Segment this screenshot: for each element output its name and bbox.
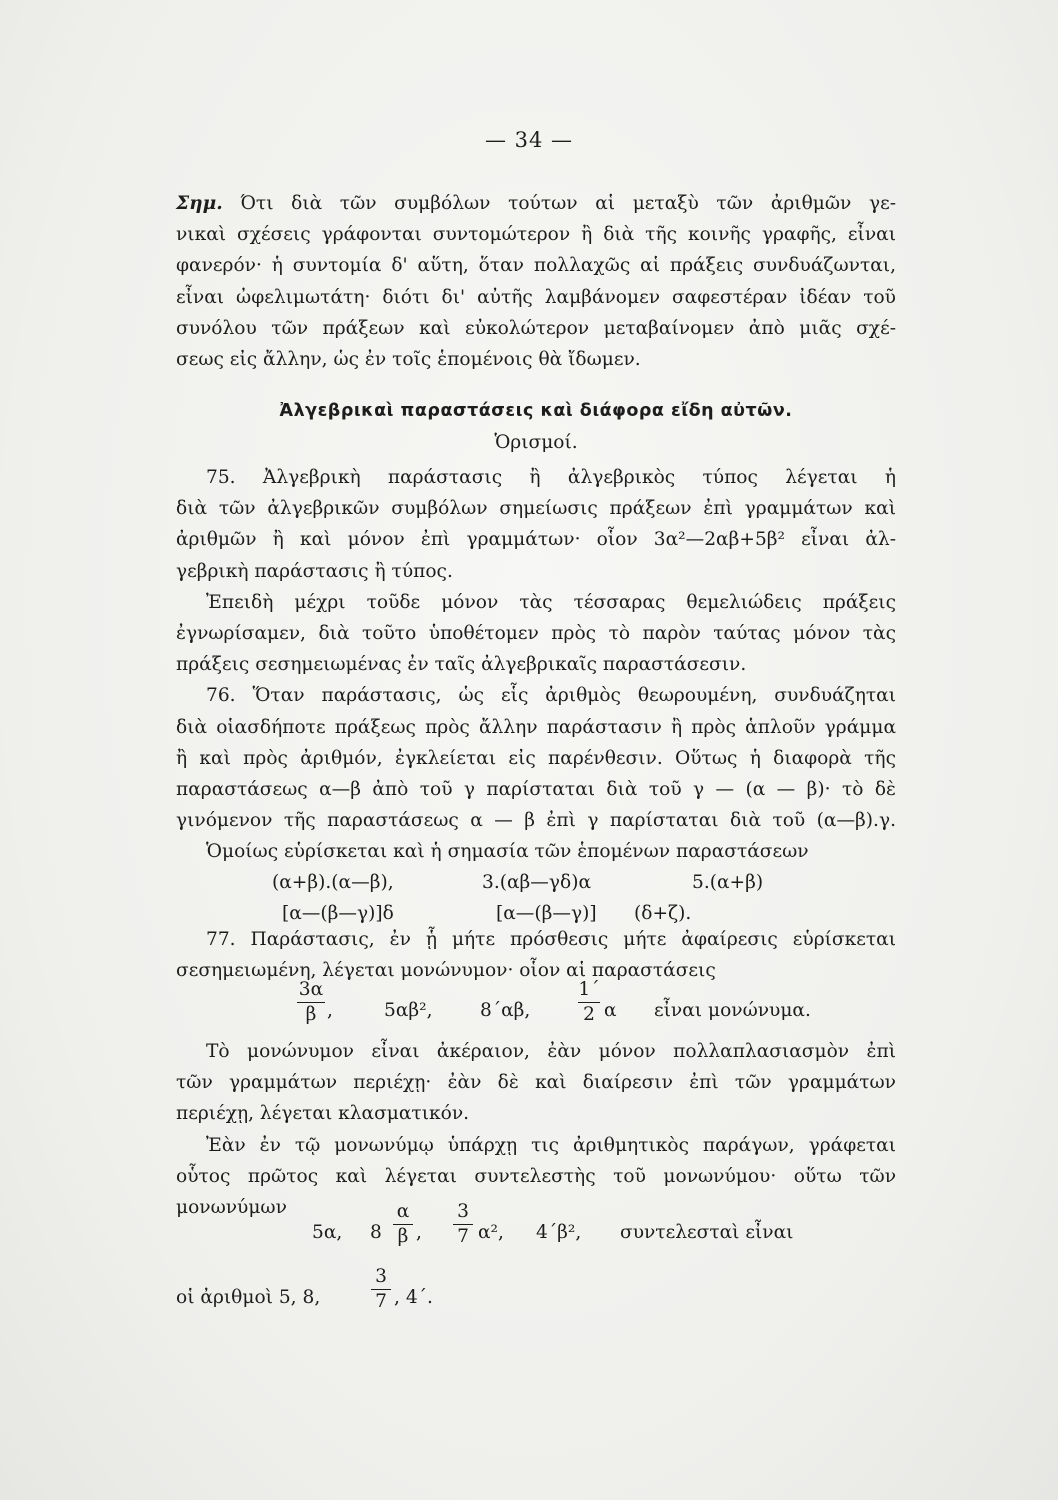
- integer-part: 8: [370, 1222, 382, 1243]
- example-expression: (δ+ζ).: [634, 903, 692, 924]
- intro-line: φανερόν· ἡ συντομία δ' αὕτη, ὅταν πολλαχῶς αἱ πράξεις συνδυάζωνται,: [176, 255, 896, 277]
- fraction: 1΄ 2: [578, 979, 600, 1025]
- example-expression: 3.(αβ—γδ)α: [482, 872, 592, 893]
- paragraph-line: διὰ οἱασδήποτε πράξεως πρὸς ἄλλην παράστασιν ἢ πρὸς ἁπλοῦν γράμμα: [176, 716, 896, 738]
- paragraph-line: 77. Παράστασις, ἐν ᾗ μήτε πρόσθεσις μήτε ἀφαίρεσις εὑρίσκεται: [206, 929, 896, 950]
- paragraph-line: μονωνύμων: [176, 1196, 287, 1218]
- paragraph-line: σεσημειωμένη, λέγεται μονώνυμον· οἷον αἱ παραστάσεις: [176, 960, 716, 982]
- variable: α: [604, 1000, 617, 1021]
- paragraph-line: Ἐπειδὴ μέχρι τοῦδε μόνον τὰς τέσσαρας θεμελιώδεις πράξεις: [206, 591, 896, 613]
- example-expression: (α+β).(α—β),: [272, 872, 394, 893]
- punctuation: ,: [416, 1222, 422, 1243]
- intro-line: σεως εἰς ἄλλην, ὡς ἐν τοῖς ἑπομένοις θὰ ἴδωμεν.: [176, 348, 641, 370]
- paragraph-mononymon: [176, 1036, 896, 1223]
- page-number: — 34 —: [484, 128, 574, 152]
- paragraph-line: τῶν γραμμάτων περιέχῃ· ἐὰν δὲ καὶ διαίρεσιν ἐπὶ τῶν γραμμάτων: [176, 1072, 896, 1094]
- paragraph-line: 76. Ὅταν παράστασις, ὡς εἷς ἀριθμὸς θεωρουμένη, συνδυάζηται: [206, 685, 896, 707]
- paragraph-line: ἐγνωρίσαμεν, διὰ τοῦτο ὑποθέτομεν πρὸς τὸ παρὸν ταύτας μόνον τὰς: [176, 622, 896, 644]
- paragraph-line: Ὁμοίως εὑρίσκεται καὶ ἡ σημασία τῶν ἑπομένων παραστάσεων: [206, 841, 809, 863]
- intro-note: [176, 188, 896, 375]
- intro-line: Σημ. Ότι διὰ τῶν συμβόλων τούτων αἱ μεταξὺ τῶν ἀριθμῶν γε-: [176, 193, 896, 214]
- intro-line: εἶναι ὠφελιμωτάτη· διότι δι' αὐτῆς λαμβάνομεν σαφεστέραν ἰδέαν τοῦ: [176, 286, 896, 308]
- note-label: Σημ.: [176, 193, 223, 214]
- paragraph-line: Τὸ μονώνυμον εἶναι ἀκέραιον, ἐὰν μόνον πολλαπλασιασμὸν ἐπὶ: [206, 1041, 896, 1062]
- paragraph-line: Ἐὰν ἐν τῷ μονωνύμῳ ὑπάρχῃ τις ἀριθμητικὸς παράγων, γράφεται: [206, 1134, 896, 1156]
- intro-line: συνόλου τῶν πράξεων καὶ εὐκολώτερον μεταβαίνομεν ἀπὸ μιᾶς σχέ-: [176, 317, 896, 339]
- fraction: α β: [392, 1200, 414, 1249]
- section-heading: Ἀλγεβρικαὶ παραστάσεις καὶ διάφορα εἴδη αὐτῶν.: [279, 401, 793, 421]
- example-expression: [α—(β—γ)]: [496, 903, 597, 924]
- fraction: 3 7: [370, 1265, 392, 1314]
- paragraph-line: οὗτος πρῶτος καὶ λέγεται συντελεστὴς τοῦ μονωνύμου· οὕτω τῶν: [176, 1165, 896, 1187]
- example-expression: [α—(β—γ)]δ: [282, 903, 394, 924]
- section-77: [176, 924, 896, 986]
- paragraph-line: γεβρικὴ παράστασις ἢ τύπος.: [176, 560, 453, 582]
- fraction: 3α β: [298, 979, 324, 1025]
- fraction: 3 7: [452, 1200, 474, 1249]
- paragraph-line: πράξεις σεσημειωμένας ἐν ταῖς ἀλγεβρικαῖς παραστάσεσιν.: [176, 654, 747, 676]
- paragraph-line: περιέχῃ, λέγεται κλασματικόν.: [176, 1103, 470, 1125]
- monomial: 5αβ²,: [384, 1000, 433, 1021]
- paragraph-line: ἢ καὶ πρὸς ἀριθμόν, ἐγκλείεται εἰς παρένθεσιν. Οὕτως ἡ διαφορὰ τῆς: [176, 747, 896, 769]
- coeff-result-tail: , 4΄.: [394, 1287, 433, 1308]
- section-heading-block: [176, 396, 896, 458]
- paragraph-line: γινόμενον τῆς παραστάσεως α — β ἐπὶ γ παρίσταται διὰ τοῦ (α—β).γ.: [176, 810, 896, 832]
- monomial: α²,: [478, 1222, 504, 1243]
- paragraph-line: διὰ τῶν ἀλγεβρικῶν συμβόλων σημείωσις πράξεων ἐπὶ γραμμάτων καὶ: [176, 498, 896, 520]
- example-expression: 5.(α+β): [692, 872, 764, 893]
- coeff-tail: συντελεσταὶ εἶναι: [620, 1222, 794, 1243]
- coeff-result-prefix: οἱ ἀριθμοὶ 5, 8,: [176, 1287, 321, 1308]
- monomial: 4΄β²,: [536, 1222, 582, 1243]
- section-subheading: Ὁρισμοί.: [494, 432, 578, 454]
- monomial: 8΄αβ,: [480, 1000, 531, 1021]
- monomials-tail: εἶναι μονώνυμα.: [654, 1000, 811, 1021]
- intro-line: νικαὶ σχέσεις γράφονται συντομώτερον ἢ διὰ τῆς κοινῆς γραφῆς, εἶναι: [176, 224, 896, 246]
- paragraph-line: παραστάσεως α—β ἀπὸ τοῦ γ παρίσταται διὰ τοῦ γ — (α — β)· τὸ δὲ: [176, 778, 896, 800]
- monomial: 5α,: [312, 1222, 343, 1243]
- paragraph-line: 75. Ἀλγεβρικὴ παράστασις ἢ ἀλγεβρικὸς τύπος λέγεται ἡ: [206, 467, 896, 488]
- punctuation: ,: [327, 1000, 333, 1021]
- paragraph-line: ἀριθμῶν ἢ καὶ μόνον ἐπὶ γραμμάτων· οἷον 3α²—2αβ+5β² εἶναι ἀλ-: [176, 529, 896, 551]
- section-75: [176, 462, 896, 867]
